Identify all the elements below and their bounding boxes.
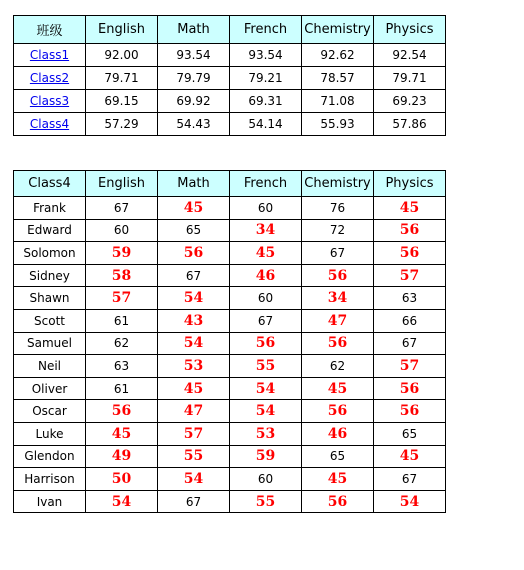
- table-header-row: [14, 16, 446, 44]
- header-chemistry: Chemistry: [302, 171, 374, 197]
- failing-score-cell: 54: [86, 490, 158, 513]
- failing-score-cell: 56: [230, 332, 302, 355]
- failing-score-cell: 53: [158, 355, 230, 378]
- average-score-cell: 79.71: [86, 67, 158, 90]
- failing-score-cell: 53: [230, 422, 302, 445]
- header-french: French: [230, 171, 302, 197]
- failing-score-cell: 56: [374, 400, 446, 423]
- failing-score-cell: 56: [302, 264, 374, 287]
- failing-score-cell: 49: [86, 445, 158, 468]
- score-cell: 72: [302, 219, 374, 242]
- average-score-cell: 92.54: [374, 44, 446, 67]
- score-cell: 65: [302, 445, 374, 468]
- table-row: [14, 242, 446, 265]
- average-score-cell: 93.54: [158, 44, 230, 67]
- header-physics: Physics: [374, 171, 446, 197]
- average-score-cell: 69.31: [230, 90, 302, 113]
- table-row: [14, 90, 446, 113]
- student-name-cell: Luke: [14, 422, 86, 445]
- score-cell: 67: [374, 332, 446, 355]
- failing-score-cell: 56: [302, 400, 374, 423]
- average-score-cell: 92.62: [302, 44, 374, 67]
- average-score-cell: 92.00: [86, 44, 158, 67]
- failing-score-cell: 57: [158, 422, 230, 445]
- failing-score-cell: 45: [302, 377, 374, 400]
- header-french: French: [230, 16, 302, 44]
- student-name-cell: Neil: [14, 355, 86, 378]
- failing-score-cell: 56: [374, 219, 446, 242]
- failing-score-cell: 56: [374, 377, 446, 400]
- score-cell: 61: [86, 309, 158, 332]
- average-score-cell: 57.86: [374, 113, 446, 136]
- failing-score-cell: 54: [230, 377, 302, 400]
- class-link[interactable]: Class4: [29, 117, 70, 131]
- average-score-cell: 79.21: [230, 67, 302, 90]
- score-cell: 62: [302, 355, 374, 378]
- failing-score-cell: 55: [158, 445, 230, 468]
- student-name-cell: Frank: [14, 197, 86, 220]
- table-row: [14, 264, 446, 287]
- failing-score-cell: 34: [230, 219, 302, 242]
- failing-score-cell: 56: [86, 400, 158, 423]
- class-link[interactable]: Class3: [29, 94, 70, 108]
- student-name-cell: Solomon: [14, 242, 86, 265]
- failing-score-cell: 54: [374, 490, 446, 513]
- student-name-cell: Scott: [14, 309, 86, 332]
- failing-score-cell: 55: [230, 355, 302, 378]
- average-score-cell: 79.71: [374, 67, 446, 90]
- table-row: [14, 468, 446, 491]
- failing-score-cell: 46: [230, 264, 302, 287]
- failing-score-cell: 57: [374, 264, 446, 287]
- score-cell: 60: [230, 287, 302, 310]
- average-score-cell: 57.29: [86, 113, 158, 136]
- average-score-cell: 79.79: [158, 67, 230, 90]
- header-class4: Class4: [14, 171, 86, 197]
- score-cell: 67: [158, 490, 230, 513]
- table-row: [14, 44, 446, 67]
- failing-score-cell: 57: [86, 287, 158, 310]
- table-row: [14, 197, 446, 220]
- header-class: 班级: [14, 16, 86, 44]
- score-cell: 67: [86, 197, 158, 220]
- table-row: [14, 422, 446, 445]
- average-score-cell: 69.15: [86, 90, 158, 113]
- failing-score-cell: 54: [158, 332, 230, 355]
- score-cell: 67: [158, 264, 230, 287]
- student-name-cell: Oliver: [14, 377, 86, 400]
- score-cell: 63: [86, 355, 158, 378]
- score-cell: 60: [230, 197, 302, 220]
- header-english: English: [86, 171, 158, 197]
- student-name-cell: Samuel: [14, 332, 86, 355]
- score-cell: 63: [374, 287, 446, 310]
- failing-score-cell: 56: [302, 490, 374, 513]
- score-cell: 65: [158, 219, 230, 242]
- average-score-cell: 93.54: [230, 44, 302, 67]
- student-name-cell: Ivan: [14, 490, 86, 513]
- failing-score-cell: 56: [374, 242, 446, 265]
- failing-score-cell: 58: [86, 264, 158, 287]
- failing-score-cell: 47: [302, 309, 374, 332]
- failing-score-cell: 56: [158, 242, 230, 265]
- header-math: Math: [158, 171, 230, 197]
- class-average-table: [13, 15, 446, 136]
- table-row: [14, 445, 446, 468]
- average-score-cell: 69.23: [374, 90, 446, 113]
- failing-score-cell: 50: [86, 468, 158, 491]
- average-score-cell: 54.14: [230, 113, 302, 136]
- score-cell: 67: [302, 242, 374, 265]
- student-name-cell: Harrison: [14, 468, 86, 491]
- student-name-cell: Sidney: [14, 264, 86, 287]
- average-score-cell: 55.93: [302, 113, 374, 136]
- failing-score-cell: 47: [158, 400, 230, 423]
- failing-score-cell: 59: [86, 242, 158, 265]
- score-cell: 61: [86, 377, 158, 400]
- score-cell: 60: [230, 468, 302, 491]
- class-name-cell: [14, 113, 86, 136]
- table-row: [14, 332, 446, 355]
- score-cell: 67: [374, 468, 446, 491]
- score-cell: 65: [374, 422, 446, 445]
- failing-score-cell: 46: [302, 422, 374, 445]
- student-name-cell: Shawn: [14, 287, 86, 310]
- average-score-cell: 78.57: [302, 67, 374, 90]
- class-name-cell: [14, 44, 86, 67]
- score-cell: 76: [302, 197, 374, 220]
- student-name-cell: Oscar: [14, 400, 86, 423]
- class-name-cell: [14, 90, 86, 113]
- table-row: [14, 287, 446, 310]
- average-score-cell: 69.92: [158, 90, 230, 113]
- class4-student-table: [13, 170, 446, 513]
- failing-score-cell: 45: [302, 468, 374, 491]
- failing-score-cell: 54: [230, 400, 302, 423]
- failing-score-cell: 45: [374, 445, 446, 468]
- student-name-cell: Edward: [14, 219, 86, 242]
- failing-score-cell: 45: [158, 197, 230, 220]
- class-name-cell: [14, 67, 86, 90]
- failing-score-cell: 45: [374, 197, 446, 220]
- average-score-cell: 71.08: [302, 90, 374, 113]
- table-header-row: [14, 171, 446, 197]
- class-link[interactable]: Class2: [29, 71, 70, 85]
- failing-score-cell: 59: [230, 445, 302, 468]
- table-row: [14, 113, 446, 136]
- header-math: Math: [158, 16, 230, 44]
- failing-score-cell: 45: [230, 242, 302, 265]
- header-english: English: [86, 16, 158, 44]
- average-score-cell: 54.43: [158, 113, 230, 136]
- table-row: [14, 490, 446, 513]
- table-row: [14, 400, 446, 423]
- score-cell: 67: [230, 309, 302, 332]
- table-row: [14, 309, 446, 332]
- failing-score-cell: 45: [158, 377, 230, 400]
- failing-score-cell: 45: [86, 422, 158, 445]
- score-cell: 66: [374, 309, 446, 332]
- table-row: [14, 355, 446, 378]
- table-row: [14, 377, 446, 400]
- score-cell: 62: [86, 332, 158, 355]
- failing-score-cell: 54: [158, 468, 230, 491]
- header-physics: Physics: [374, 16, 446, 44]
- class-link[interactable]: Class1: [29, 48, 70, 62]
- failing-score-cell: 55: [230, 490, 302, 513]
- score-cell: 60: [86, 219, 158, 242]
- header-chemistry: Chemistry: [302, 16, 374, 44]
- table-row: [14, 219, 446, 242]
- failing-score-cell: 43: [158, 309, 230, 332]
- table-row: [14, 67, 446, 90]
- failing-score-cell: 57: [374, 355, 446, 378]
- failing-score-cell: 54: [158, 287, 230, 310]
- failing-score-cell: 34: [302, 287, 374, 310]
- failing-score-cell: 56: [302, 332, 374, 355]
- student-name-cell: Glendon: [14, 445, 86, 468]
